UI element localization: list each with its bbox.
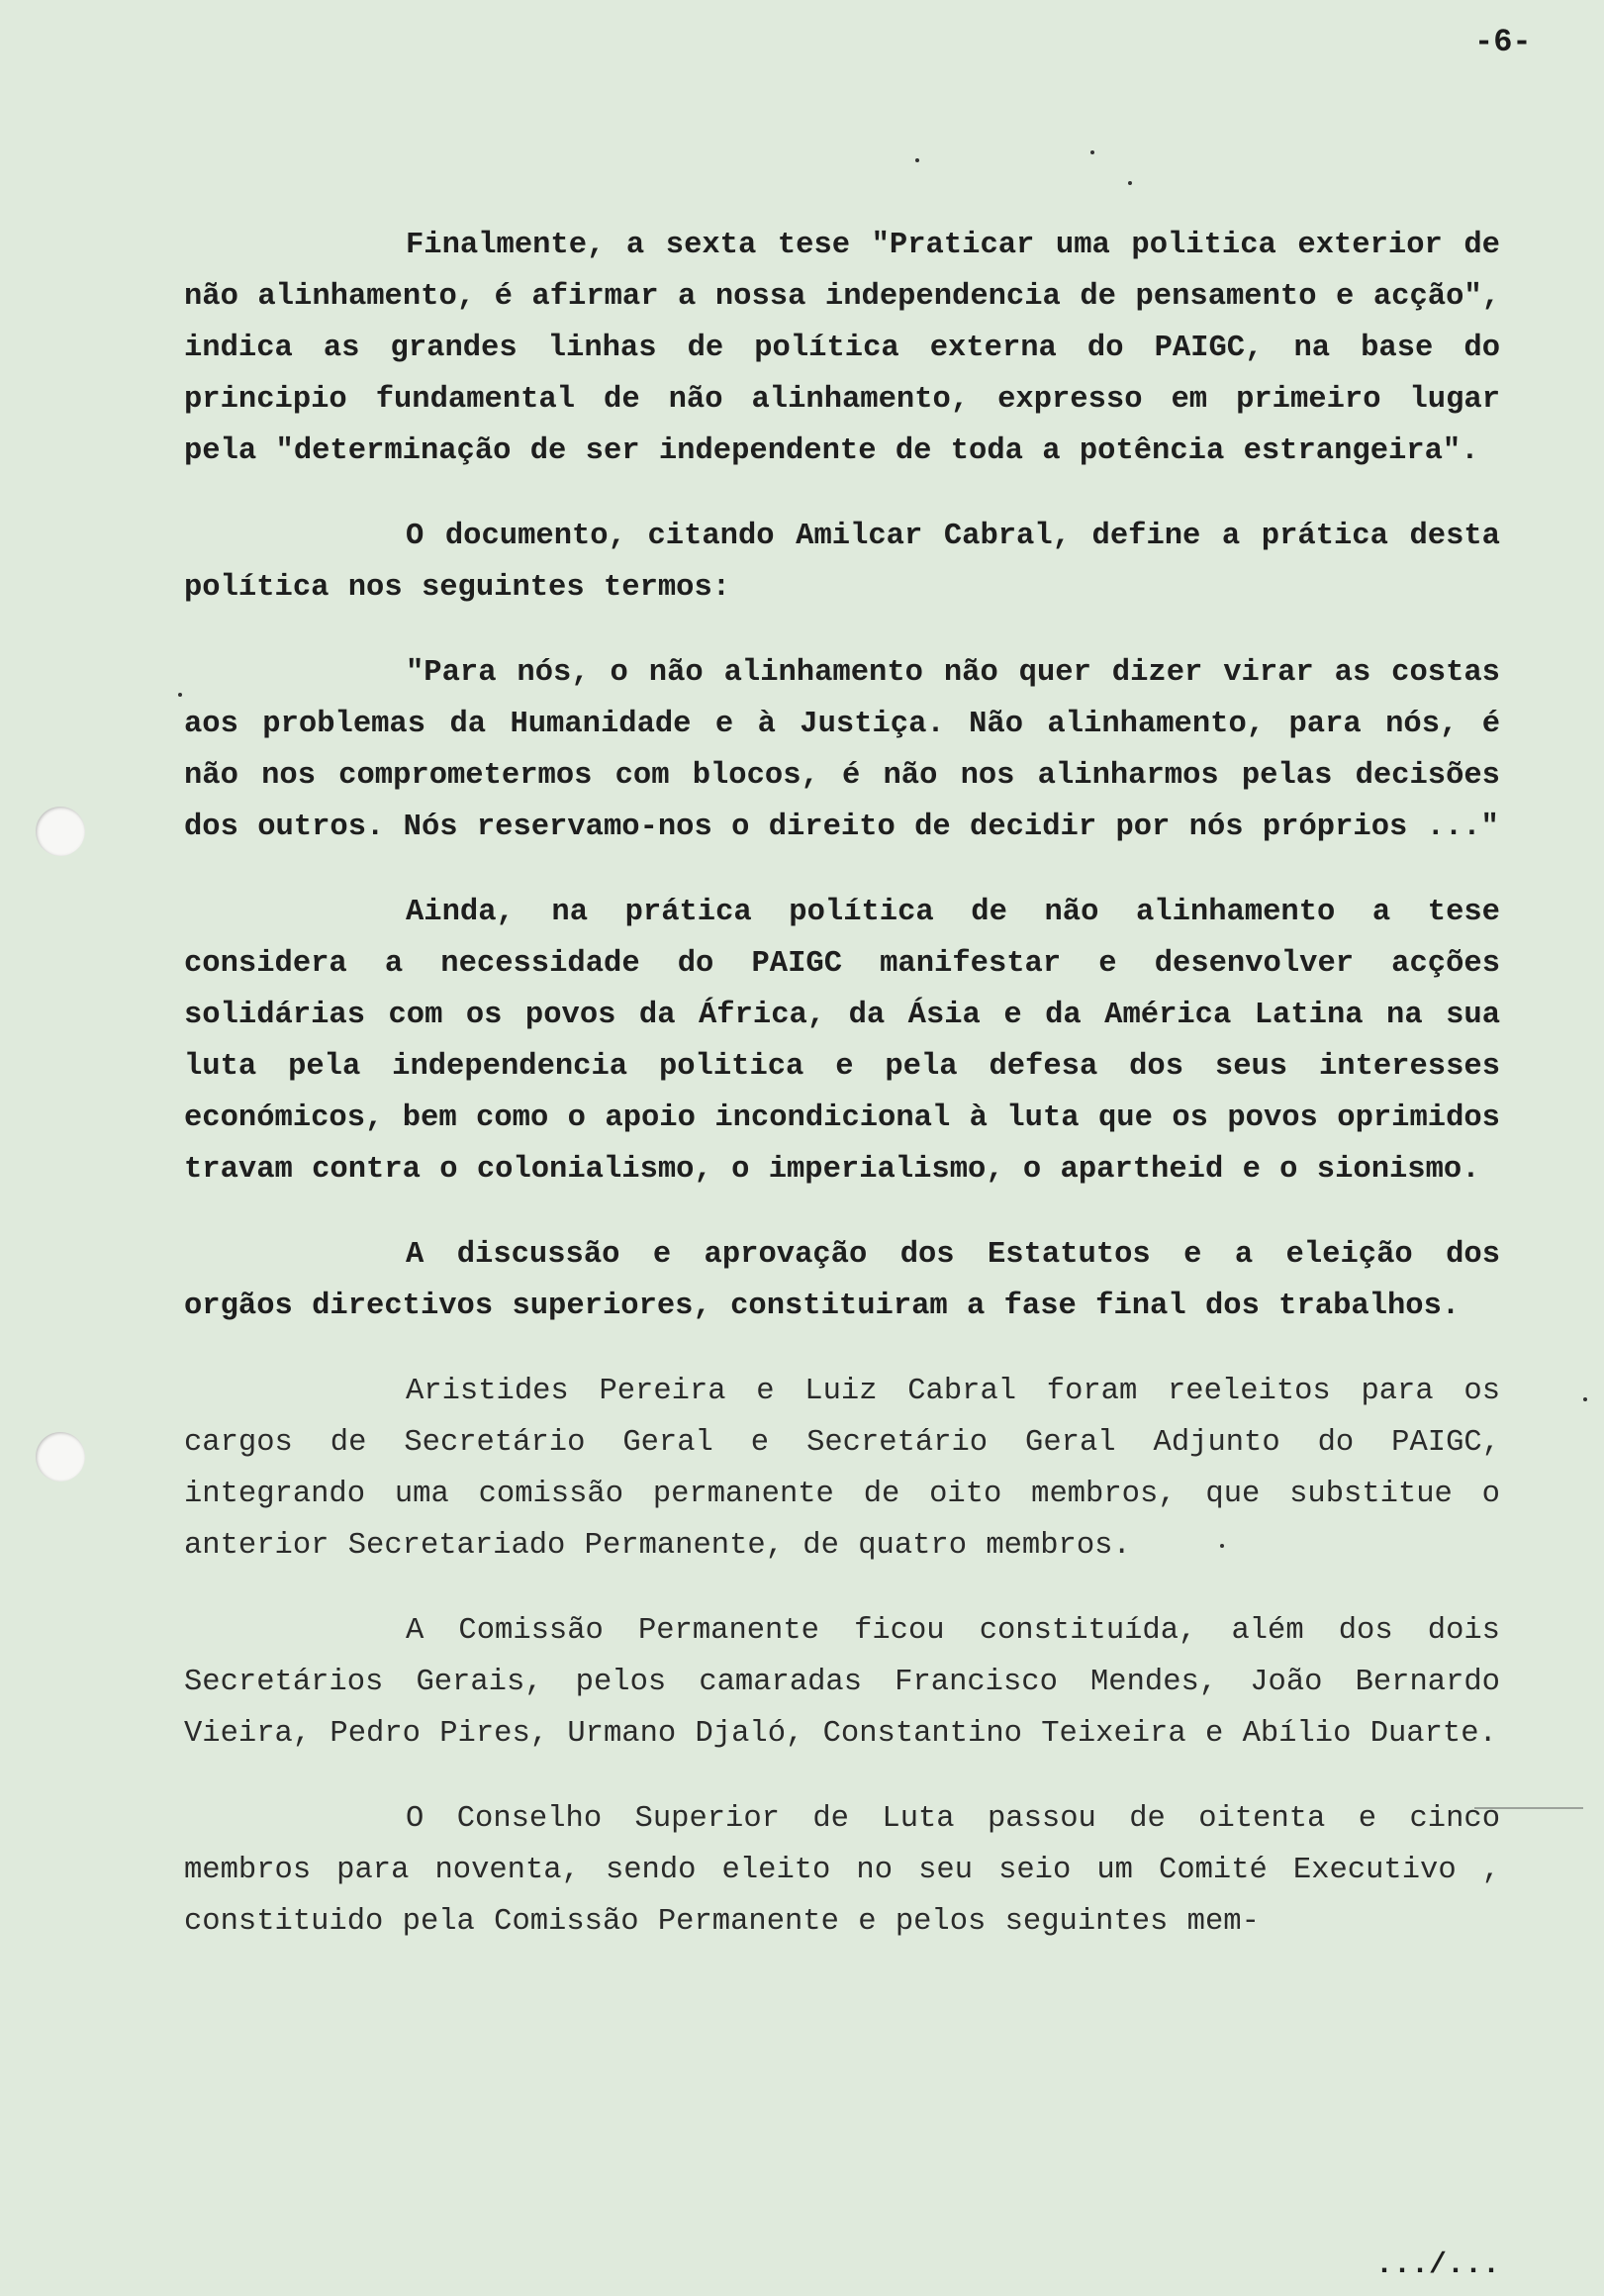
scan-speck [1128,181,1132,185]
paragraph-document-cites-cabral: O documento, citando Amilcar Cabral, define a prática desta política nos seguintes termos: [184,520,1500,605]
scan-speck [178,693,182,697]
paragraph-permanent-commission: A Comissão Permanente ficou constituída, além dos dois Secretários Gerais, pelos camaradas Francisco Mendes, João Bernardo Vieira, Pedro Pires, Urmano Djaló, Constantino Teixeira e Abílio Duarte. [184,1614,1500,1751]
scan-speck [1583,1397,1587,1401]
scan-speck [915,158,919,162]
paragraph-sixth-thesis: Finalmente, a sexta tese "Praticar uma politica exterior de não alinhamento, é afirmar a nossa independencia de pensamento e acção", indica as grandes linhas de política externa do PAIGC, na base do principio fundamental de não alinhamento, expresso em primeiro lugar pela "determinação de ser independente de toda a potência estrangeira". [184,229,1500,468]
paragraph-superior-council: O Conselho Superior de Luta passou de oitenta e cinco membros para noventa, sendo eleito no seu seio um Comité Executivo , constituido pela Comissão Permanente e pelos seguintes mem- [184,1802,1500,1939]
scan-speck [1090,150,1094,154]
continuation-mark: .../... [1375,2248,1501,2282]
page-number: -6- [1474,24,1532,60]
punch-hole-top [36,807,85,856]
paragraph-statutes-discussion: A discussão e aprovação dos Estatutos e a eleição dos orgãos directivos superiores, constituiram a fase final dos trabalhos. [184,1238,1500,1323]
paragraph-cabral-quote: "Para nós, o não alinhamento não quer dizer virar as costas aos problemas da Humanidade e à Justiça. Não alinhamento, para nós, é não nos comprometermos com blocos, é não nos alinharmos pelas decisões dos outros. Nós reservamo-nos o direito de decidir por nós próprios ..." [184,656,1500,844]
paragraph-solidarity-actions: Ainda, na prática política de não alinhamento a tese considera a necessidade do PAIGC manifestar e desenvolver acções solidárias com os povos da África, da Ásia e da América Latina na sua luta pela independencia politica e pela defesa dos seus interesses económicos, bem como o apoio incondicional à luta que os povos oprimidos travam contra o colonialismo, o imperialismo, o apartheid e o sionismo. [184,896,1500,1187]
document-body [184,220,1500,1981]
paragraph-reelection: Aristides Pereira e Luiz Cabral foram reeleitos para os cargos de Secretário Geral e Secretário Geral Adjunto do PAIGC, integrando uma comissão permanente de oito membros, que substitue o anterior Secretariado Permanente, de quatro membros. [184,1375,1500,1563]
punch-hole-bottom [36,1432,85,1482]
